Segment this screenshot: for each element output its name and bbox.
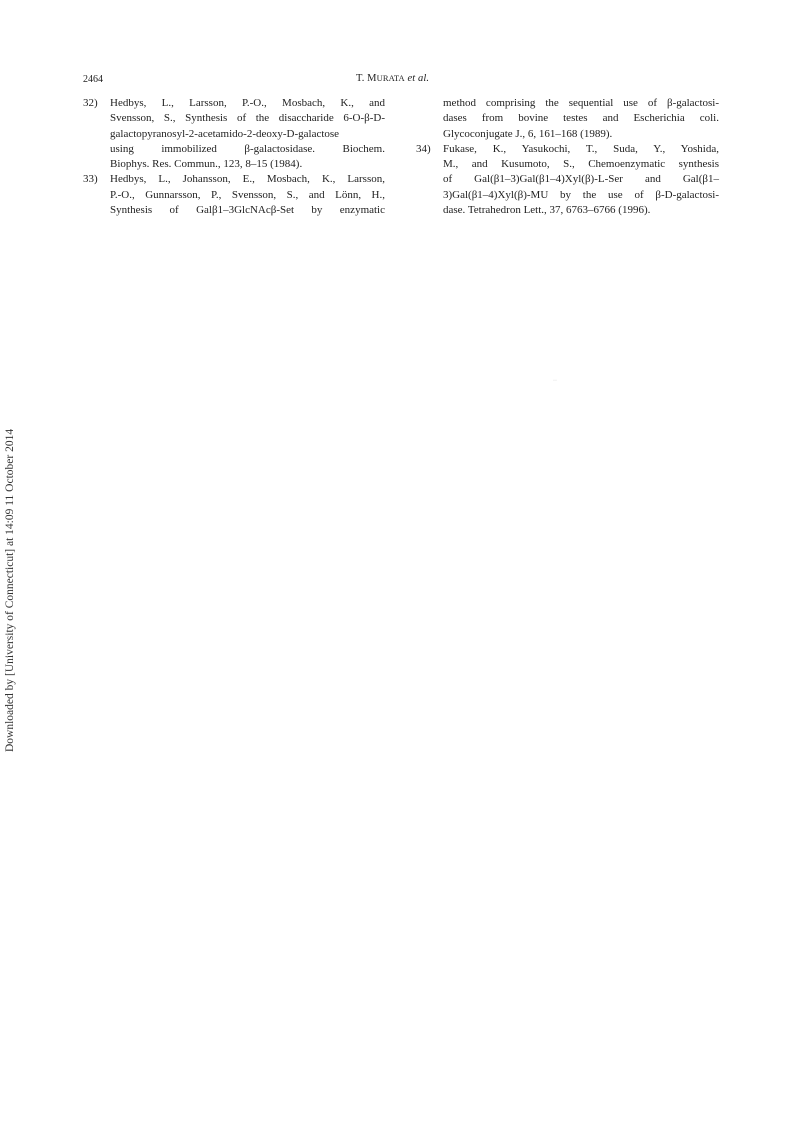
reference-line: M., and Kusumoto, S., Chemoenzymatic synthesis [443, 158, 719, 171]
page-number: 2464 [83, 74, 103, 85]
reference-line: P.-O., Gunnarsson, P., Svensson, S., and Lönn, H., [110, 188, 385, 201]
left-column [83, 96, 385, 218]
running-head-etal: et al. [407, 73, 430, 84]
reference-line: Synthesis of Galβ1–3GlcNAcβ-Set by enzymatic [110, 204, 385, 217]
scan-speck: ·· [553, 378, 557, 384]
reference-number: 34) [416, 142, 431, 155]
reference-line: Hedbys, L., Johansson, E., Mosbach, K., Larsson, [110, 173, 385, 186]
reference-line: dases from bovine testes and Escherichia coli. [443, 112, 719, 125]
reference-line: Biophys. Res. Commun., 123, 8–15 (1984). [110, 158, 303, 171]
reference-line: using immobilized β-galactosidase. Biochem. [110, 142, 385, 155]
reference-number: 33) [83, 173, 98, 186]
reference-line: of Gal(β1–3)Gal(β1–4)Xyl(β)-L-Ser and Gal(β1– [443, 173, 719, 186]
running-head-author: T. M [356, 73, 377, 84]
reference-line: galactopyranosyl-2-acetamido-2-deoxy-D-galactose [110, 127, 340, 140]
reference-line: method comprising the sequential use of β-galactosi- [443, 97, 719, 109]
reference-line: Glycoconjugate J., 6, 161–168 (1989). [443, 127, 613, 140]
reference-line: Fukase, K., Yasukochi, T., Suda, Y., Yoshida, [443, 142, 719, 155]
right-column [416, 96, 719, 218]
reference-line: 3)Gal(β1–4)Xyl(β)-MU by the use of β-D-galactosi- [443, 188, 719, 201]
reference-line: dase. Tetrahedron Lett., 37, 6763–6766 (1996). [443, 204, 651, 217]
running-head-author-smallcaps: URATA [376, 73, 405, 83]
reference-line: Hedbys, L., Larsson, P.-O., Mosbach, K., and [110, 97, 385, 109]
reference-line: Svensson, S., Synthesis of the disaccharide 6-O-β-D- [110, 112, 385, 125]
reference-33 [83, 172, 385, 218]
reference-33-continued [416, 96, 719, 142]
download-stamp: Downloaded by [University of Connecticut] at 14:09 11 October 2014 [4, 428, 16, 752]
running-head [356, 73, 429, 84]
reference-34 [416, 142, 719, 218]
reference-32 [83, 96, 385, 172]
reference-number: 32) [83, 97, 98, 109]
